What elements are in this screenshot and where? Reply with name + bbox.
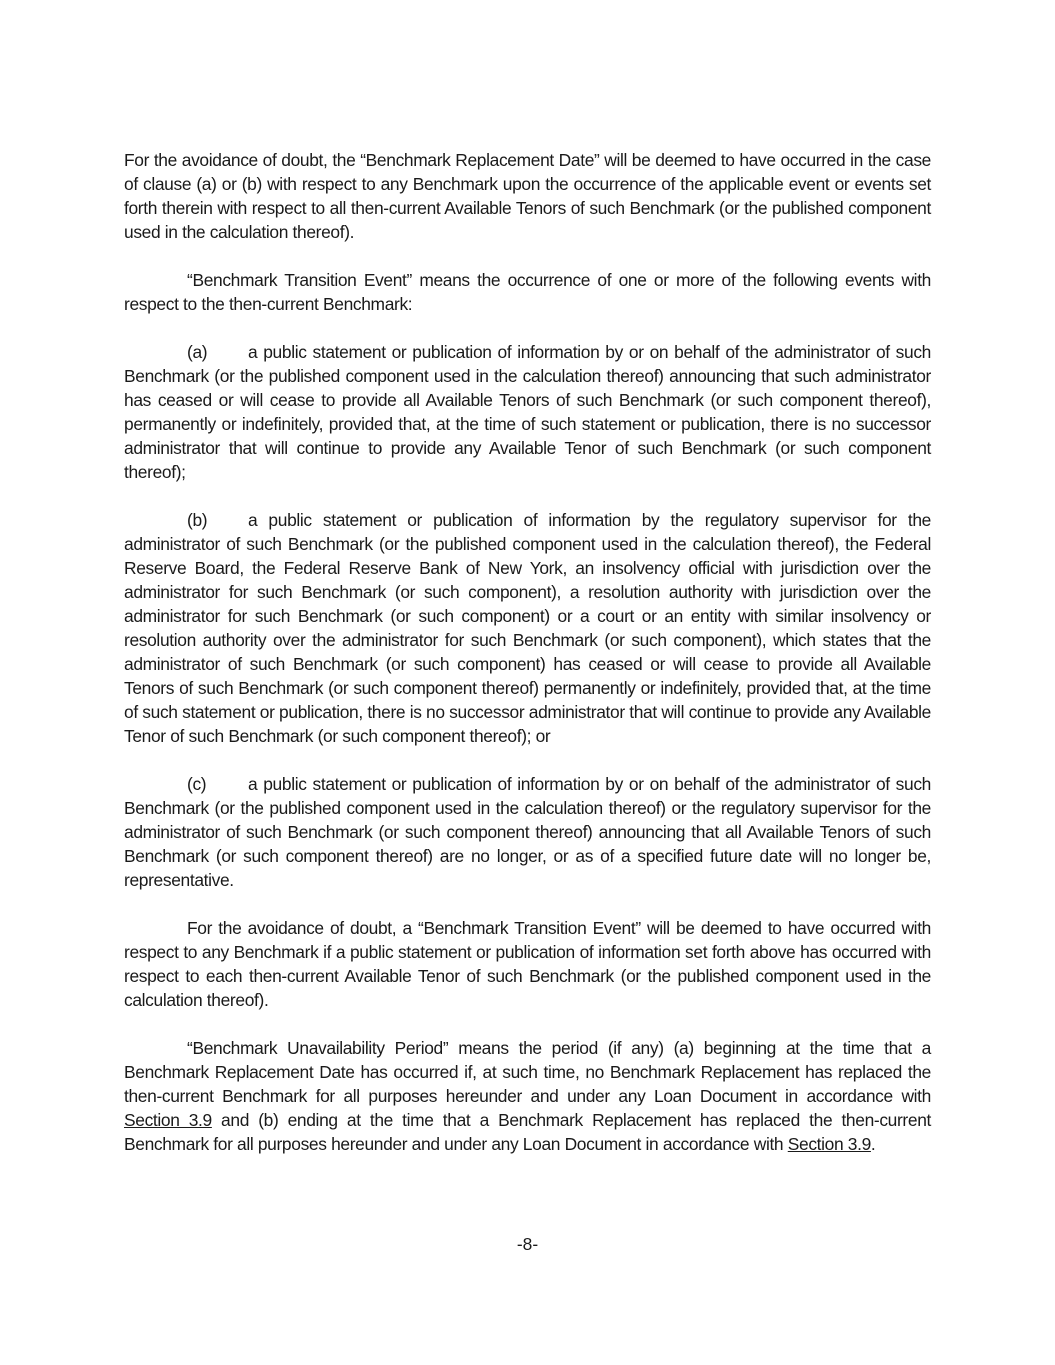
- section-reference-2: Section 3.9: [787, 1134, 871, 1154]
- clause-a-label: (a): [187, 342, 208, 362]
- paragraph-replacement-date-clarification: For the avoidance of doubt, the “Benchmark Replacement Date” will be deemed to have occurred in the case of clause (a) or (b) with respect to any Benchmark upon the occurrence of the applicable event or events set forth therein with respect to all then-current Available Tenors of such Benchmark (or the published component used in the calculation thereof).: [124, 150, 931, 242]
- clause-a: [124, 340, 931, 484]
- paragraph-benchmark-unavailability-period-definition: [124, 1036, 931, 1156]
- clause-b: [124, 508, 931, 748]
- unavailability-text-part-3: .: [870, 1134, 876, 1154]
- document-body: [124, 148, 931, 1180]
- unavailability-text-part-1: “Benchmark Unavailability Period” means the period (if any) (a) beginning at the time that a Benchmark Replacement Date has occurred if, at such time, no Benchmark Replacement has replaced the then-current Benchmark for all purposes hereunder and under any Loan Document in accordance with: [124, 1038, 931, 1106]
- paragraph-benchmark-transition-event-definition: “Benchmark Transition Event” means the occurrence of one or more of the following events with respect to the then-current Benchmark:: [124, 270, 931, 314]
- clause-c: [124, 772, 931, 892]
- section-reference-1: Section 3.9: [124, 1110, 212, 1130]
- clause-a-text: a public statement or publication of information by or on behalf of the administrator of such Benchmark (or the published component used in the calculation thereof) announcing that such administrator has ceased or will cease to provide all Available Tenors of such Benchmark (or such component thereof), permanently or indefinitely, provided that, at the time of such statement or publication, there is no successor administrator that will continue to provide any Available Tenor of such Benchmark (or such component thereof);: [124, 342, 931, 482]
- page-number: -8-: [516, 1234, 539, 1254]
- clause-b-text: a public statement or publication of information by the regulatory supervisor for the administrator of such Benchmark (or the published component used in the calculation thereof), the Federal Reserve Board, the Federal Reserve Bank of New York, an insolvency official with jurisdiction over the administrator for such Benchmark (or such component), a resolution authority with jurisdiction over the administrator for such Benchmark (or such component) or a court or an entity with similar insolvency or resolution authority over the administrator for such Benchmark (or such component), which states that the administrator of such Benchmark (or such component) has ceased or will cease to provide all Available Tenors of such Benchmark (or such component thereof) permanently or indefinitely, provided that, at the time of such statement or publication, there is no successor administrator that will continue to provide any Available Tenor of such Benchmark (or such component thereof); or: [124, 510, 931, 746]
- clause-b-label: (b): [187, 510, 208, 530]
- paragraph-transition-event-clarification: For the avoidance of doubt, a “Benchmark Transition Event” will be deemed to have occurred with respect to any Benchmark if a public statement or publication of information set forth above has occurred with respect to each then-current Available Tenor of such Benchmark (or the published component used in the calculation thereof).: [124, 918, 931, 1010]
- clause-c-label: (c): [187, 774, 207, 794]
- unavailability-text-part-2: and (b) ending at the time that a Benchmark Replacement has replaced the then-current Benchmark for all purposes hereunder and under any Loan Document in accordance with: [124, 1110, 932, 1154]
- clause-c-text: a public statement or publication of information by or on behalf of the administrator of such Benchmark (or the published component used in the calculation thereof) or the regulatory supervisor for the administrator of such Benchmark (or such component thereof) announcing that all Available Tenors of such Benchmark (or such component thereof) are no longer, or as of a specified future date will no longer be, representative.: [124, 774, 931, 890]
